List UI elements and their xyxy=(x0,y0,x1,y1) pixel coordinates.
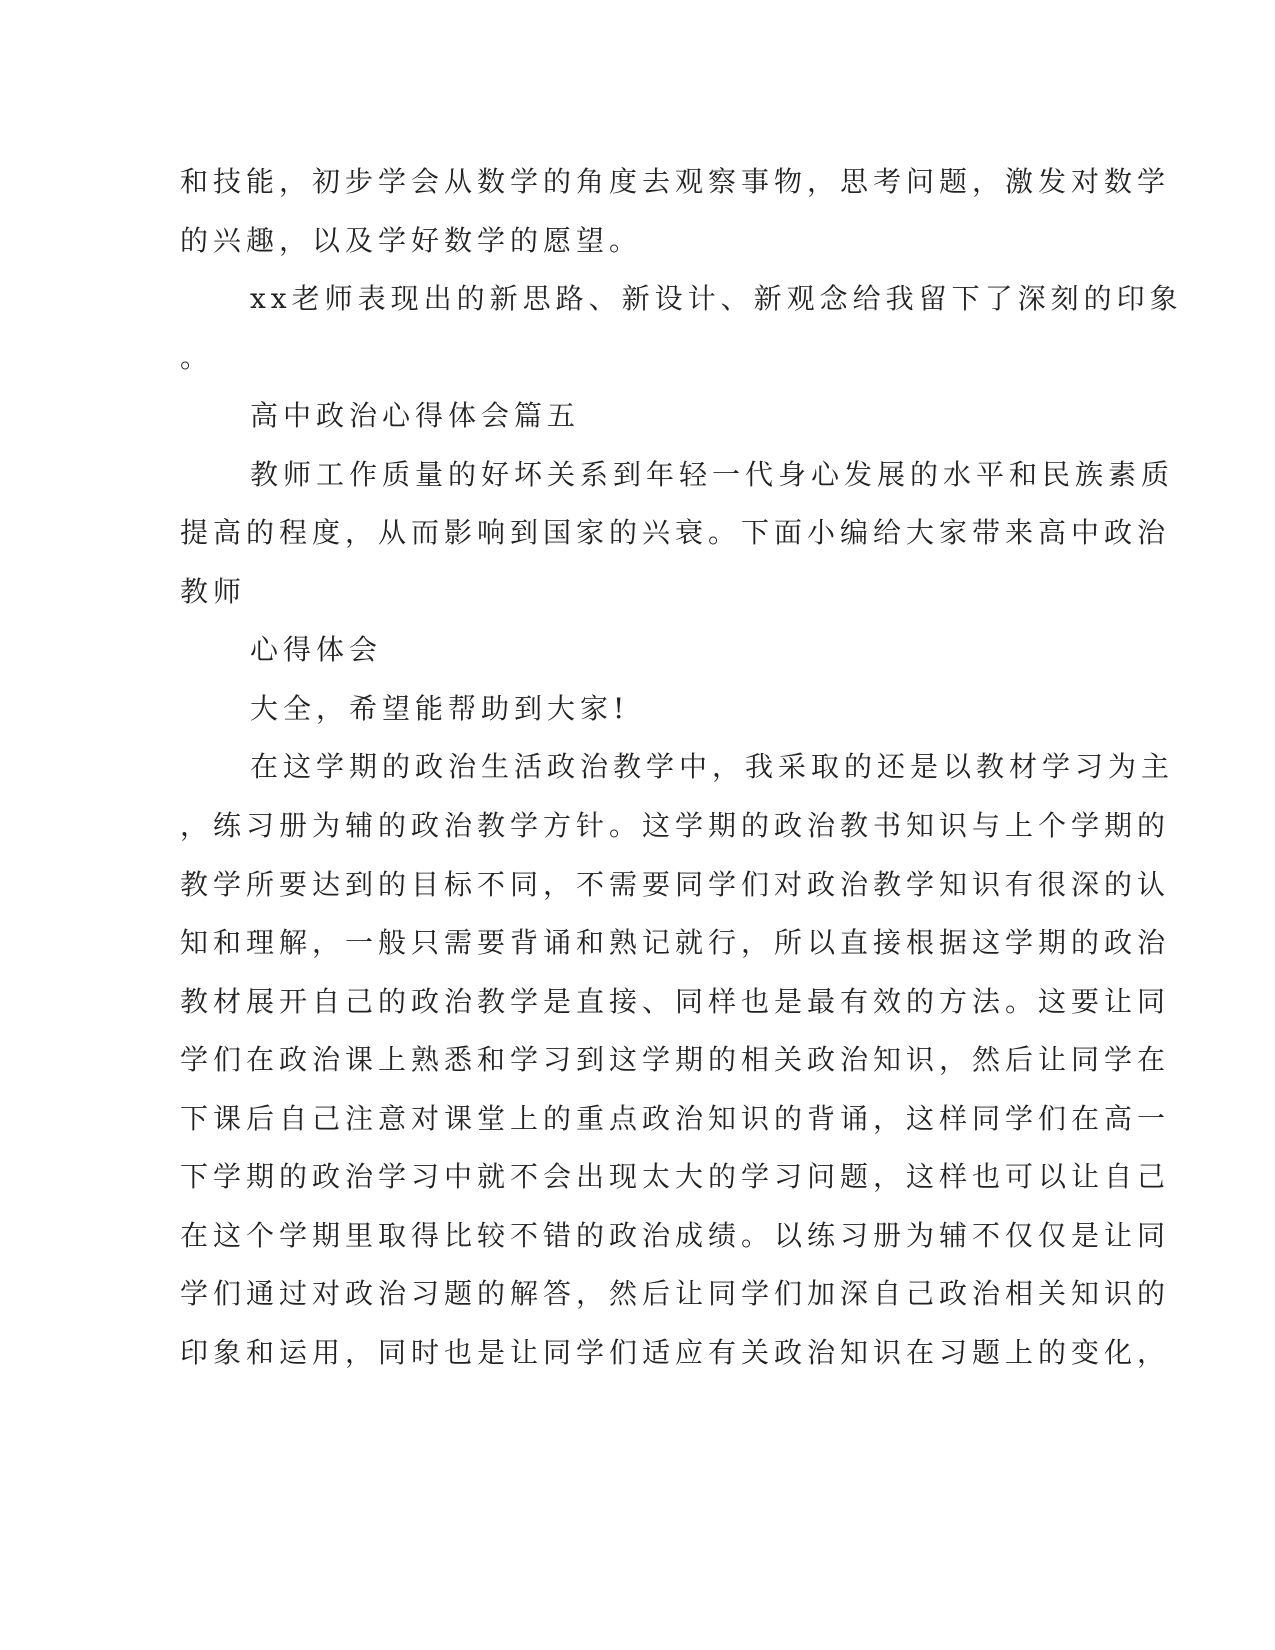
text-line: 。 xyxy=(180,341,214,374)
text-line: 印象和运用，同时也是让同学们适应有关政治知识在习题上的变化， xyxy=(180,1336,1171,1369)
text-line: 学们在政治课上熟悉和学习到这学期的相关政治知识，然后让同学在 xyxy=(180,1043,1171,1076)
text-line: 在这个学期里取得比较不错的政治成绩。以练习册为辅不仅仅是让同 xyxy=(180,1219,1171,1252)
text-line: 心得体会 xyxy=(250,633,383,666)
text-line: 教材展开自己的政治教学是直接、同样也是最有效的方法。这要让同 xyxy=(180,985,1171,1018)
text-line: 知和理解，一般只需要背诵和熟记就行，所以直接根据这学期的政治 xyxy=(180,926,1171,959)
text-line: 教学所要达到的目标不同，不需要同学们对政治教学知识有很深的认 xyxy=(180,868,1171,901)
text-line: 教师工作质量的好坏关系到年轻一代身心发展的水平和民族素质 xyxy=(250,458,1175,491)
text-line: 大全，希望能帮助到大家! xyxy=(250,692,630,725)
text-line: xx老师表现出的新思路、新设计、新观念给我留下了深刻的印象 xyxy=(250,282,1183,315)
text-line: 学们通过对政治习题的解答，然后让同学们加深自己政治相关知识的 xyxy=(180,1277,1171,1310)
text-line: ，练习册为辅的政治教学方针。这学期的政治教书知识与上个学期的 xyxy=(180,809,1171,842)
section-heading: 高中政治心得体会篇五 xyxy=(250,399,581,432)
text-line: 在这学期的政治生活政治教学中，我采取的还是以教材学习为主 xyxy=(250,750,1175,783)
text-line: 下学期的政治学习中就不会出现太大的学习问题，这样也可以让自己 xyxy=(180,1160,1171,1193)
text-line: 的兴趣，以及学好数学的愿望。 xyxy=(180,224,643,257)
text-line: 教师 xyxy=(180,575,247,608)
text-line: 和技能，初步学会从数学的角度去观察事物，思考问题，激发对数学 xyxy=(180,165,1171,198)
text-line: 提高的程度，从而影响到国家的兴衰。下面小编给大家带来高中政治 xyxy=(180,516,1171,549)
text-line: 下课后自己注意对课堂上的重点政治知识的背诵，这样同学们在高一 xyxy=(180,1102,1171,1135)
